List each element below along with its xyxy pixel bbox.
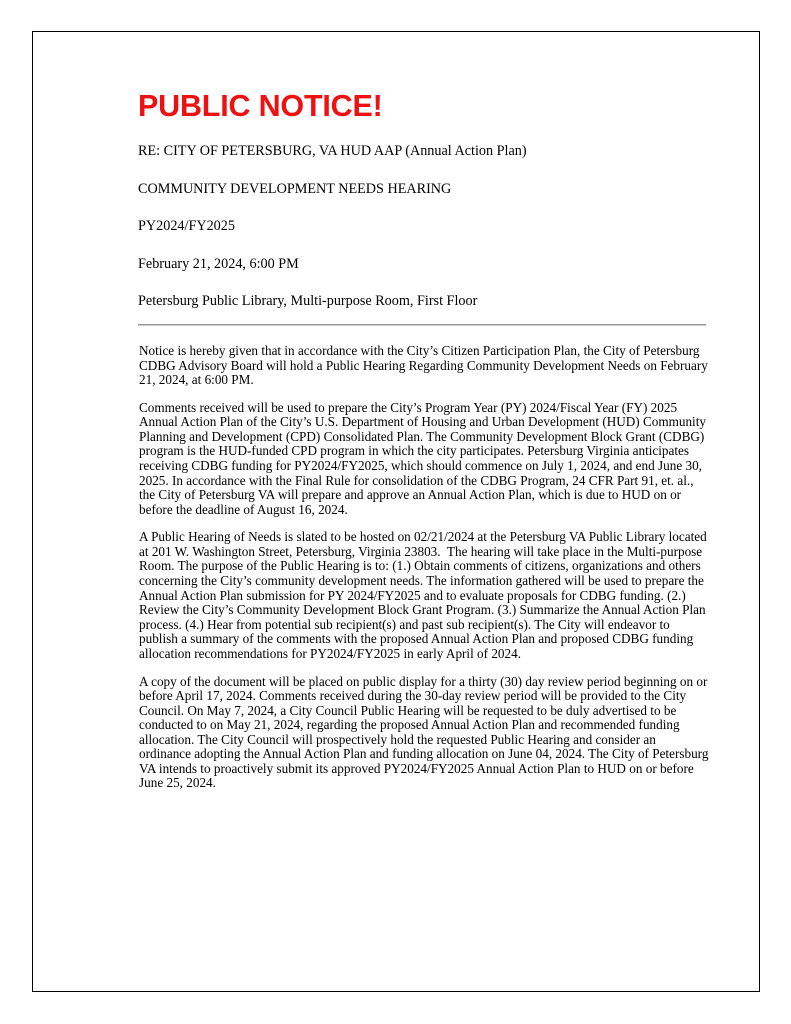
body-paragraph-notice: Notice is hereby given that in accordance with the City’s Citizen Participation Plan, the City of Petersburg CDBG Advisory Board will hold a Public Hearing Regarding Community Development Needs on February 21, 2024, at 6:00 PM. bbox=[139, 343, 712, 388]
header-line-program-year: PY2024/FY2025 bbox=[138, 218, 235, 234]
notice-header-block bbox=[138, 144, 706, 309]
body-paragraph-publicdisplay: A copy of the document will be placed on public display for a thirty (30) day review period beginning on or before April 17, 2024. Comments received during the 30-day review period will be provided to the City Council. On May 7, 2024, a City Council Public Hearing will be requested to be duly advertised to be conducted to on May 21, 2024, regarding the proposed Annual Action Plan and recommended funding allocation. The City Council will prospectively hold the requested Public Hearing and consider an ordinance adopting the Annual Action Plan and funding allocation on June 04, 2024. The City of Petersburg VA intends to proactively submit its approved PY2024/FY2025 Annual Action Plan to HUD on or before June 25, 2024. bbox=[139, 673, 712, 791]
notice-body bbox=[139, 343, 712, 791]
header-line-subject: RE: CITY OF PETERSBURG, VA HUD AAP (Annual Action Plan) bbox=[138, 143, 527, 159]
document-page bbox=[32, 31, 760, 992]
header-line-location: Petersburg Public Library, Multi-purpose Room, First Floor bbox=[138, 293, 478, 309]
body-paragraph-comments: Comments received will be used to prepare the City’s Program Year (PY) 2024/Fiscal Year (FY) 2025 Annual Action Plan of the City’s U.S. Department of Housing and Urban Development (HUD) Community Planning and Development (CPD) Consolidated Plan. The Community Development Block Grant (CDBG) program is the HUD-funded CPD program in which the city participates. Petersburg Virginia anticipates receiving CDBG funding for PY2024/FY2025, which should commence on July 1, 2024, and end June 30, 2025. In accordance with the Final Rule for consolidation of the CDBG Program, 24 CFR Part 91, et. al., the City of Petersburg VA will prepare and approve an Annual Action Plan, which is due to HUD on or before the deadline of August 16, 2024. bbox=[139, 399, 710, 517]
section-divider bbox=[138, 324, 706, 326]
page-title: PUBLIC NOTICE! bbox=[138, 89, 383, 123]
body-paragraph-hearing: A Public Hearing of Needs is slated to be hosted on 02/21/2024 at the Petersburg VA Public Library located at 201 W. Washington Street, Petersburg, Virginia 23803. The hearing will take place in the Multi-purpose Room. The purpose of the Public Hearing is to: (1.) Obtain comments of citizens, organizations and others concerning the City’s community development needs. The information gathered will be used to prepare the Annual Action Plan submission for PY 2024/FY2025 and to evaluate proposals for CDBG funding. (2.) Review the City’s Community Development Block Grant Program. (3.) Summarize the Annual Action Plan process. (4.) Hear from potential sub recipient(s) and past sub recipient(s). The City will endeavor to publish a summary of the comments with the proposed Annual Action Plan and proposed CDBG funding allocation recommendations for PY2024/FY2025 in early April of 2024. bbox=[139, 529, 710, 661]
header-line-datetime: February 21, 2024, 6:00 PM bbox=[138, 255, 299, 272]
header-line-hearing-type: COMMUNITY DEVELOPMENT NEEDS HEARING bbox=[138, 180, 452, 197]
page-content-area bbox=[138, 32, 712, 991]
